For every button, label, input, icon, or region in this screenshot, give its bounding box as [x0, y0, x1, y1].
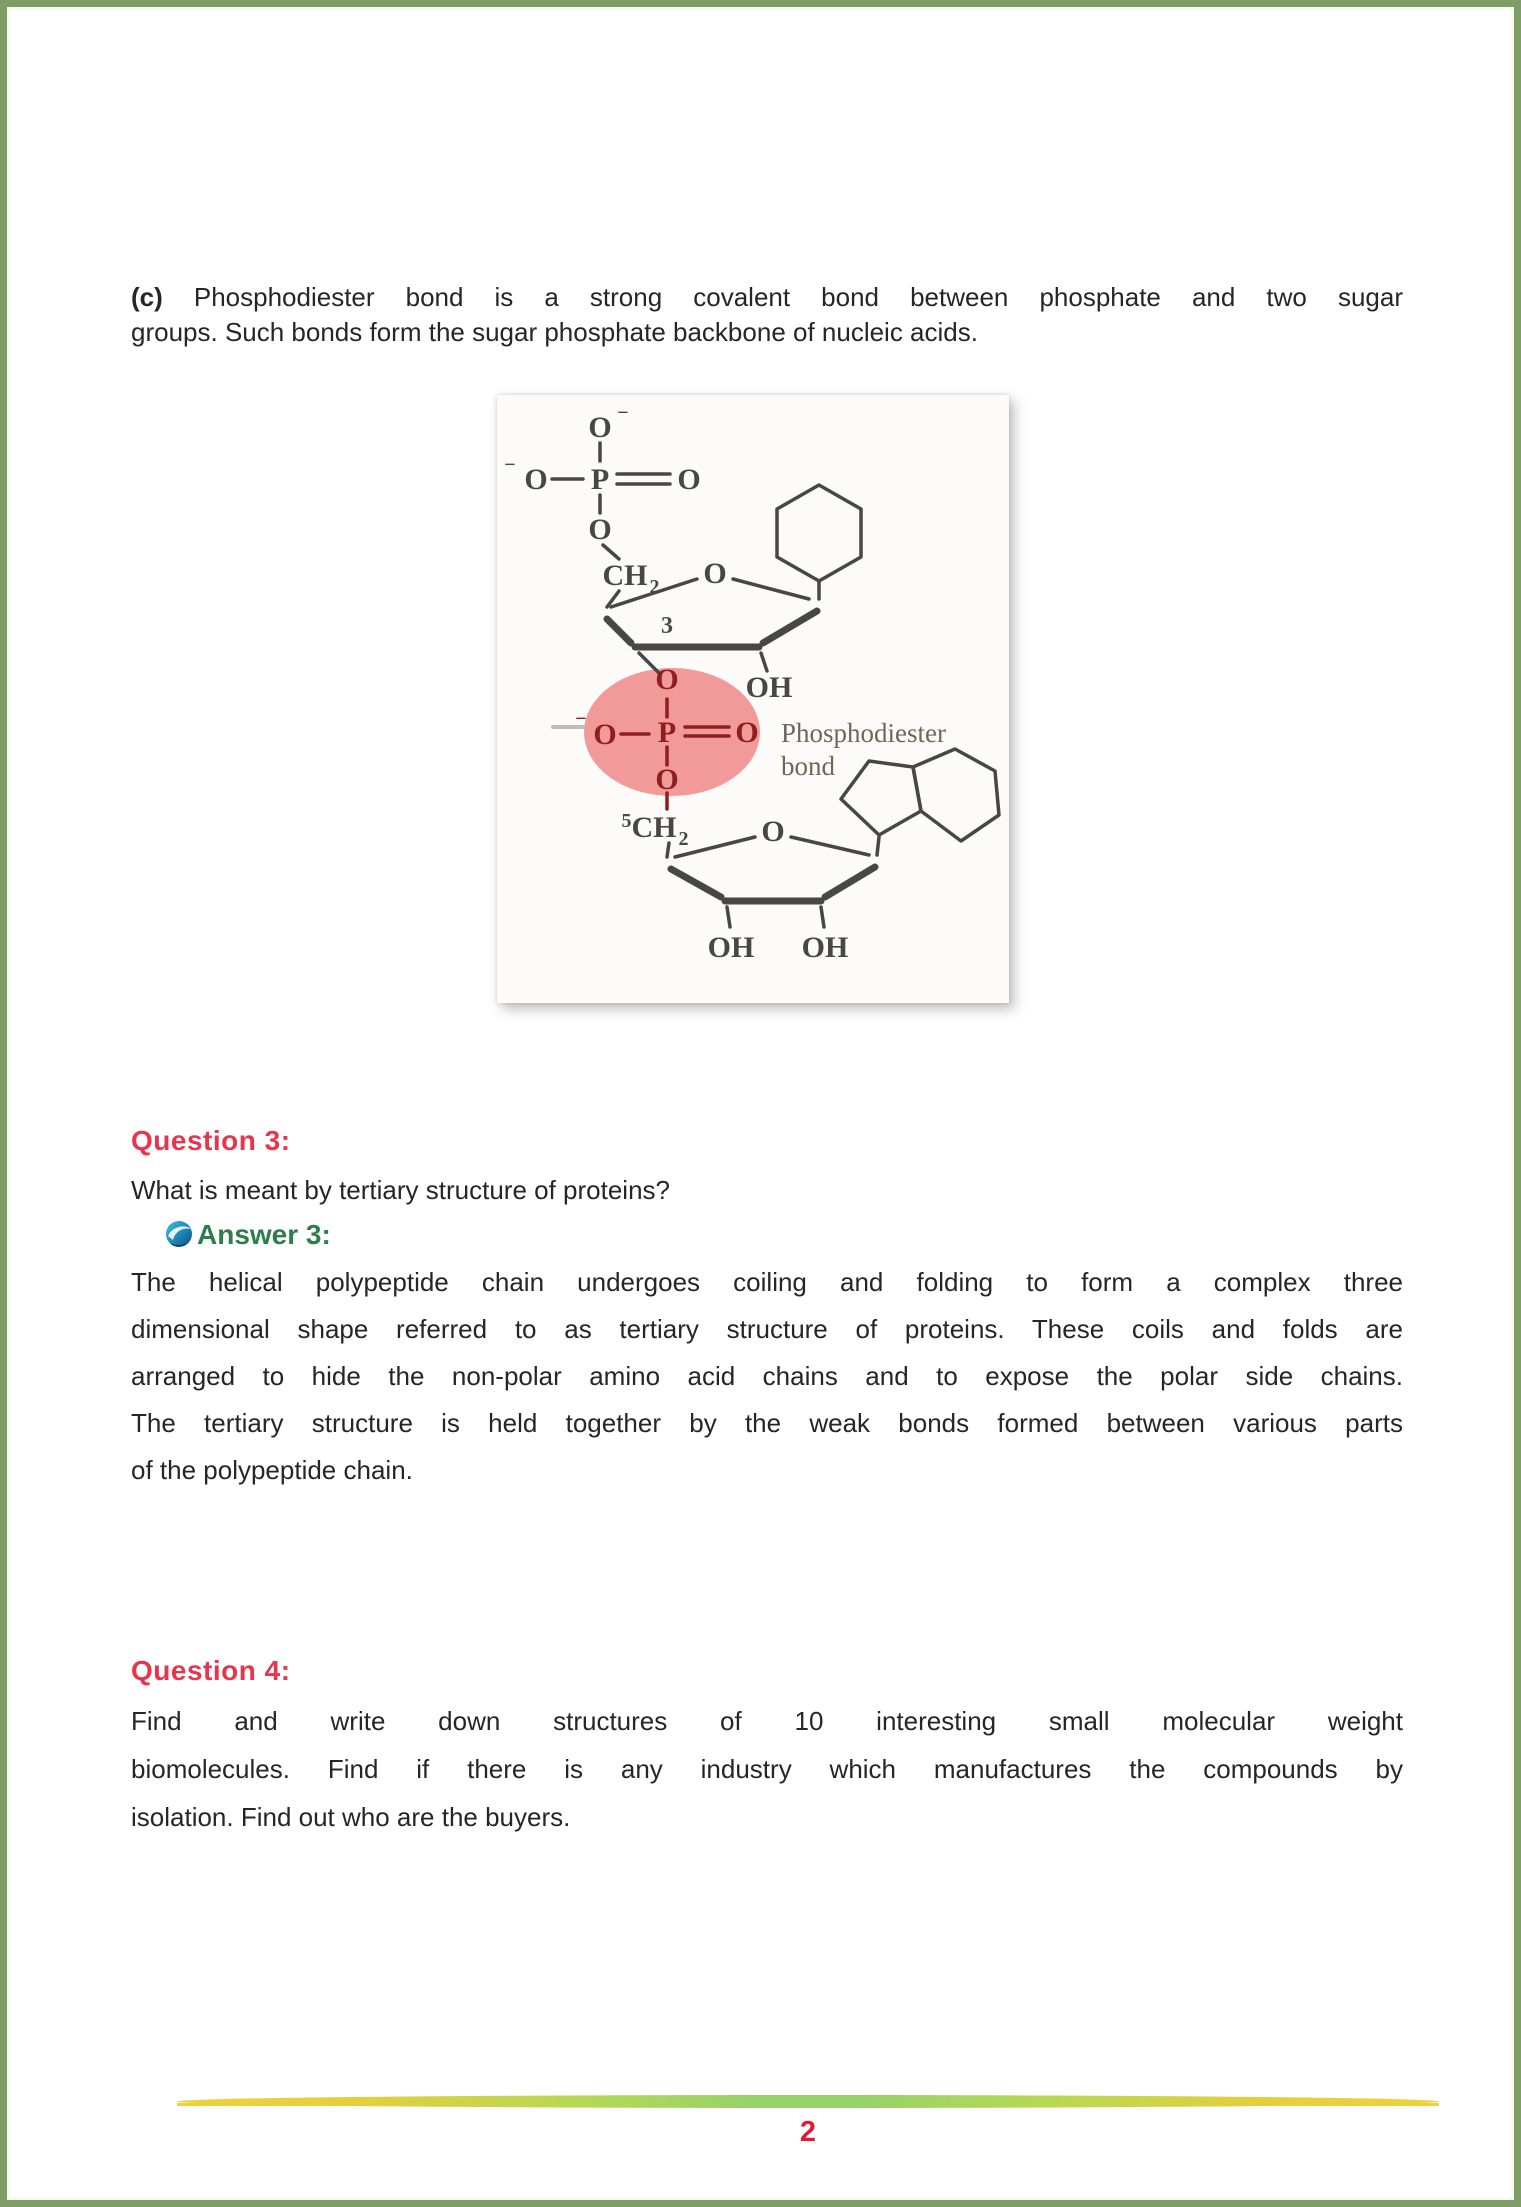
- question-3-heading: Question 3:: [131, 1125, 291, 1156]
- charge-minus: −: [575, 708, 587, 730]
- group-ch2-2: 5CH 2: [621, 810, 689, 850]
- answer-3-heading: [163, 1219, 331, 1251]
- base-ring-1: [777, 485, 861, 599]
- question-3-text: What is meant by tertiary structure of proteins?: [131, 1175, 670, 1205]
- page-number: 2: [799, 2116, 817, 2148]
- answer-3-line: dimensional shape referred to as tertiary structure of proteins. These coils and folds are: [131, 1314, 1403, 1344]
- atom-p2: P: [657, 716, 677, 749]
- atom-o-right2: O: [735, 716, 759, 749]
- paragraph-c-line-1: [131, 280, 1403, 315]
- question-4-line: isolation. Find out who are the buyers.: [131, 1802, 571, 1832]
- atom-o-left1: O: [524, 463, 548, 496]
- question-4-heading: Question 4:: [131, 1655, 291, 1686]
- question-4-paragraph: [131, 1697, 1403, 1841]
- question-4-line: biomolecules. Find if there is any industry which manufactures the compounds by: [131, 1754, 1403, 1784]
- carbon-3-label: 3: [661, 613, 673, 639]
- atom-o-right1: O: [677, 463, 701, 496]
- page-footer: [177, 2095, 1439, 2149]
- group-oh-2a: OH: [707, 931, 755, 964]
- atom-o-top: O: [588, 411, 612, 444]
- annotation-line-2: bond: [781, 751, 835, 781]
- footer-gradient-rule: [177, 2095, 1439, 2108]
- answer-3-line: of the polypeptide chain.: [131, 1455, 413, 1485]
- group-oh-2b: OH: [801, 931, 849, 964]
- group-ch2-1: CH 2: [602, 559, 660, 598]
- phosphodiester-figure: [497, 395, 1009, 1003]
- question-4-line: Find and write down structures of 10 interesting small molecular weight: [131, 1706, 1403, 1736]
- group-oh-1: OH: [745, 671, 793, 704]
- answer-3-line: The tertiary structure is held together by the weak bonds formed between various parts: [131, 1408, 1403, 1438]
- answer-3-label: Answer 3:: [197, 1219, 331, 1250]
- atom-p1: P: [590, 463, 610, 496]
- answer-logo-icon: [163, 1219, 195, 1251]
- atom-o-ring1: O: [703, 557, 727, 590]
- answer-3-line: The helical polypeptide chain undergoes coiling and folding to form a complex three: [131, 1267, 1403, 1297]
- phosphate-group-top: [504, 402, 700, 559]
- phosphodiester-structure-drawing: [497, 395, 1009, 1003]
- atom-o-ph-top: O: [655, 663, 679, 696]
- atom-o-ring2: O: [761, 815, 785, 848]
- figure-annotation: [781, 718, 946, 781]
- base-ring-2: [841, 749, 999, 855]
- paragraph-c: [131, 280, 1403, 350]
- sugar-ring-2: [622, 810, 876, 964]
- charge-minus: −: [617, 402, 629, 424]
- atom-o-bridge1: O: [588, 513, 612, 546]
- annotation-line-1: Phosphodiester: [781, 718, 946, 748]
- atom-o-left2: O: [593, 718, 617, 751]
- charge-minus: −: [504, 454, 516, 476]
- atom-o-ph-bottom: O: [655, 763, 679, 796]
- paragraph-c-marker: (c): [131, 282, 163, 312]
- paragraph-c-line1-text: Phosphodiester bond is a strong covalent bond between phosphate and two sugar: [193, 282, 1403, 312]
- answer-3-line: arranged to hide the non-polar amino acid chains and to expose the polar side chains.: [131, 1361, 1403, 1391]
- paragraph-c-line-2: groups. Such bonds form the sugar phosphate backbone of nucleic acids.: [131, 317, 978, 347]
- answer-3-paragraph: [131, 1259, 1403, 1494]
